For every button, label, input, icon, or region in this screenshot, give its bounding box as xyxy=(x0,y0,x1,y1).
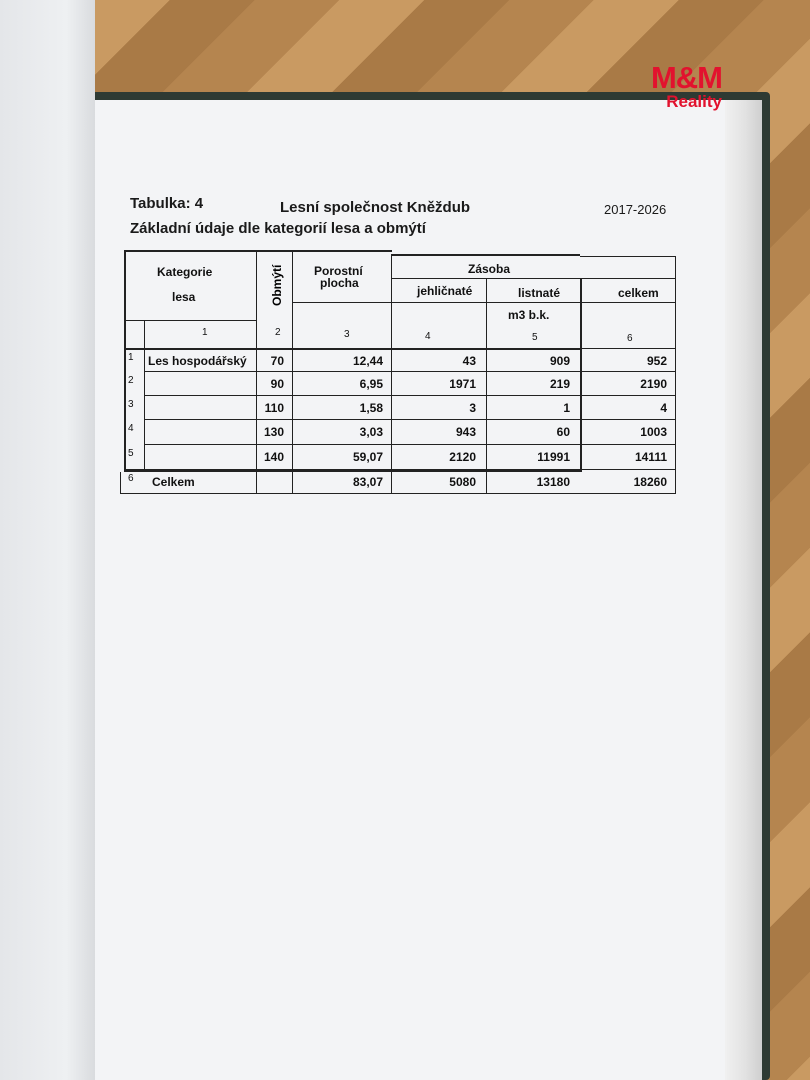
table-cell-celkem: 4 xyxy=(660,401,667,415)
table-cell-jehl: 5080 xyxy=(449,475,476,489)
table-cell-n: 1 xyxy=(128,352,134,363)
table-cell-plocha: 12,44 xyxy=(352,354,383,368)
table-cell-plocha: 59,07 xyxy=(352,450,383,464)
header-plocha-2: plocha xyxy=(320,276,359,290)
table-cell-list: 11991 xyxy=(537,450,570,464)
table-cell-obmyti: 140 xyxy=(263,450,284,464)
header-plocha-1: Porostní xyxy=(314,264,363,278)
table-cell-jehl: 2120 xyxy=(449,450,476,464)
col-number: 4 xyxy=(425,331,431,342)
col-number: 2 xyxy=(275,327,281,338)
table-cell-plocha: 83,07 xyxy=(352,475,383,489)
table-cell-list: 1 xyxy=(563,401,570,415)
table-cell-jehl: 3 xyxy=(469,401,476,415)
grid-line xyxy=(675,256,676,494)
col-number: 3 xyxy=(344,329,350,340)
table-cell-celkem: 1003 xyxy=(640,425,667,439)
grid-line xyxy=(391,254,392,494)
grid-line xyxy=(292,250,293,494)
grid-line xyxy=(293,302,676,303)
grid-line xyxy=(582,348,676,349)
table-cell-jehl: 43 xyxy=(462,354,476,368)
grid-line xyxy=(144,395,676,396)
data-table xyxy=(120,250,678,495)
table-cell-plocha: 1,58 xyxy=(359,401,383,415)
table-cell-obmyti: 130 xyxy=(263,425,284,439)
table-cell-list: 909 xyxy=(549,354,570,368)
header-celkem: celkem xyxy=(618,286,659,300)
logo-brand: M&M xyxy=(650,60,722,95)
table-cell-celkem: 2190 xyxy=(640,377,667,391)
table-cell-kategorie: Les hospodářský xyxy=(148,354,247,368)
table-cell-celkem: 14111 xyxy=(634,450,667,464)
table-cell-jehl: 943 xyxy=(455,425,476,439)
header-zasoba: Zásoba xyxy=(468,262,511,276)
grid-line xyxy=(392,254,580,256)
table-cell-obmyti: 70 xyxy=(270,354,284,368)
table-cell-list: 13180 xyxy=(536,475,570,489)
table-cell-plocha: 3,03 xyxy=(359,425,383,439)
table-cell-list: 219 xyxy=(549,377,570,391)
table-cell-obmyti: 110 xyxy=(264,401,284,415)
table-label: Tabulka: 4 xyxy=(130,195,204,212)
table-cell-obmyti: 90 xyxy=(270,377,284,391)
col-number: 5 xyxy=(532,332,538,343)
grid-line xyxy=(144,371,676,372)
company-name: Lesní společnost Kněždub xyxy=(280,199,471,216)
table-cell-n: 3 xyxy=(128,399,134,410)
table-cell-n: 6 xyxy=(128,473,134,484)
grid-line xyxy=(144,444,676,445)
table-cell-list: 60 xyxy=(556,425,570,439)
grid-line xyxy=(120,493,676,494)
table-cell-jehl: 1971 xyxy=(449,377,476,391)
page-edge xyxy=(720,100,762,1080)
period: 2017-2026 xyxy=(604,202,667,217)
header-unit: m3 b.k. xyxy=(508,308,550,322)
table-cell-n: 2 xyxy=(128,375,134,386)
table-cell-celkem: 952 xyxy=(646,354,667,368)
grid-line xyxy=(256,250,257,494)
header-jehlicnate: jehličnaté xyxy=(417,284,473,298)
grid-line xyxy=(126,320,256,321)
table-subtitle: Základní údaje dle kategorií lesa a obmýtí xyxy=(130,220,426,237)
table-cell-plocha: 6,95 xyxy=(359,377,383,391)
col-number: 1 xyxy=(202,327,208,338)
document-page xyxy=(95,100,725,1080)
grid-line xyxy=(124,250,392,252)
grid-line xyxy=(486,278,487,494)
grid-line xyxy=(124,469,582,472)
grid-line xyxy=(124,250,126,470)
logo-sub: Reality xyxy=(666,92,722,111)
header-obmyti: Obmýtí xyxy=(270,264,284,306)
grid-line xyxy=(580,278,582,470)
grid-line xyxy=(120,472,121,494)
table-cell-n: 5 xyxy=(128,448,134,459)
header-kategorie-2: lesa xyxy=(172,290,196,304)
header-listnate: listnaté xyxy=(518,286,561,300)
grid-line xyxy=(391,278,676,279)
table-cell-celkem: 18260 xyxy=(633,475,667,489)
grid-line xyxy=(144,419,676,420)
grid-line xyxy=(580,256,675,257)
table-cell-n: 4 xyxy=(128,423,134,434)
grid-line xyxy=(124,348,580,350)
grid-line xyxy=(582,469,676,470)
left-page xyxy=(0,0,95,1080)
table-cell-kategorie: Celkem xyxy=(152,475,195,489)
header-kategorie-1: Kategorie xyxy=(157,265,213,279)
brand-logo xyxy=(624,62,722,111)
col-number: 6 xyxy=(627,333,633,344)
